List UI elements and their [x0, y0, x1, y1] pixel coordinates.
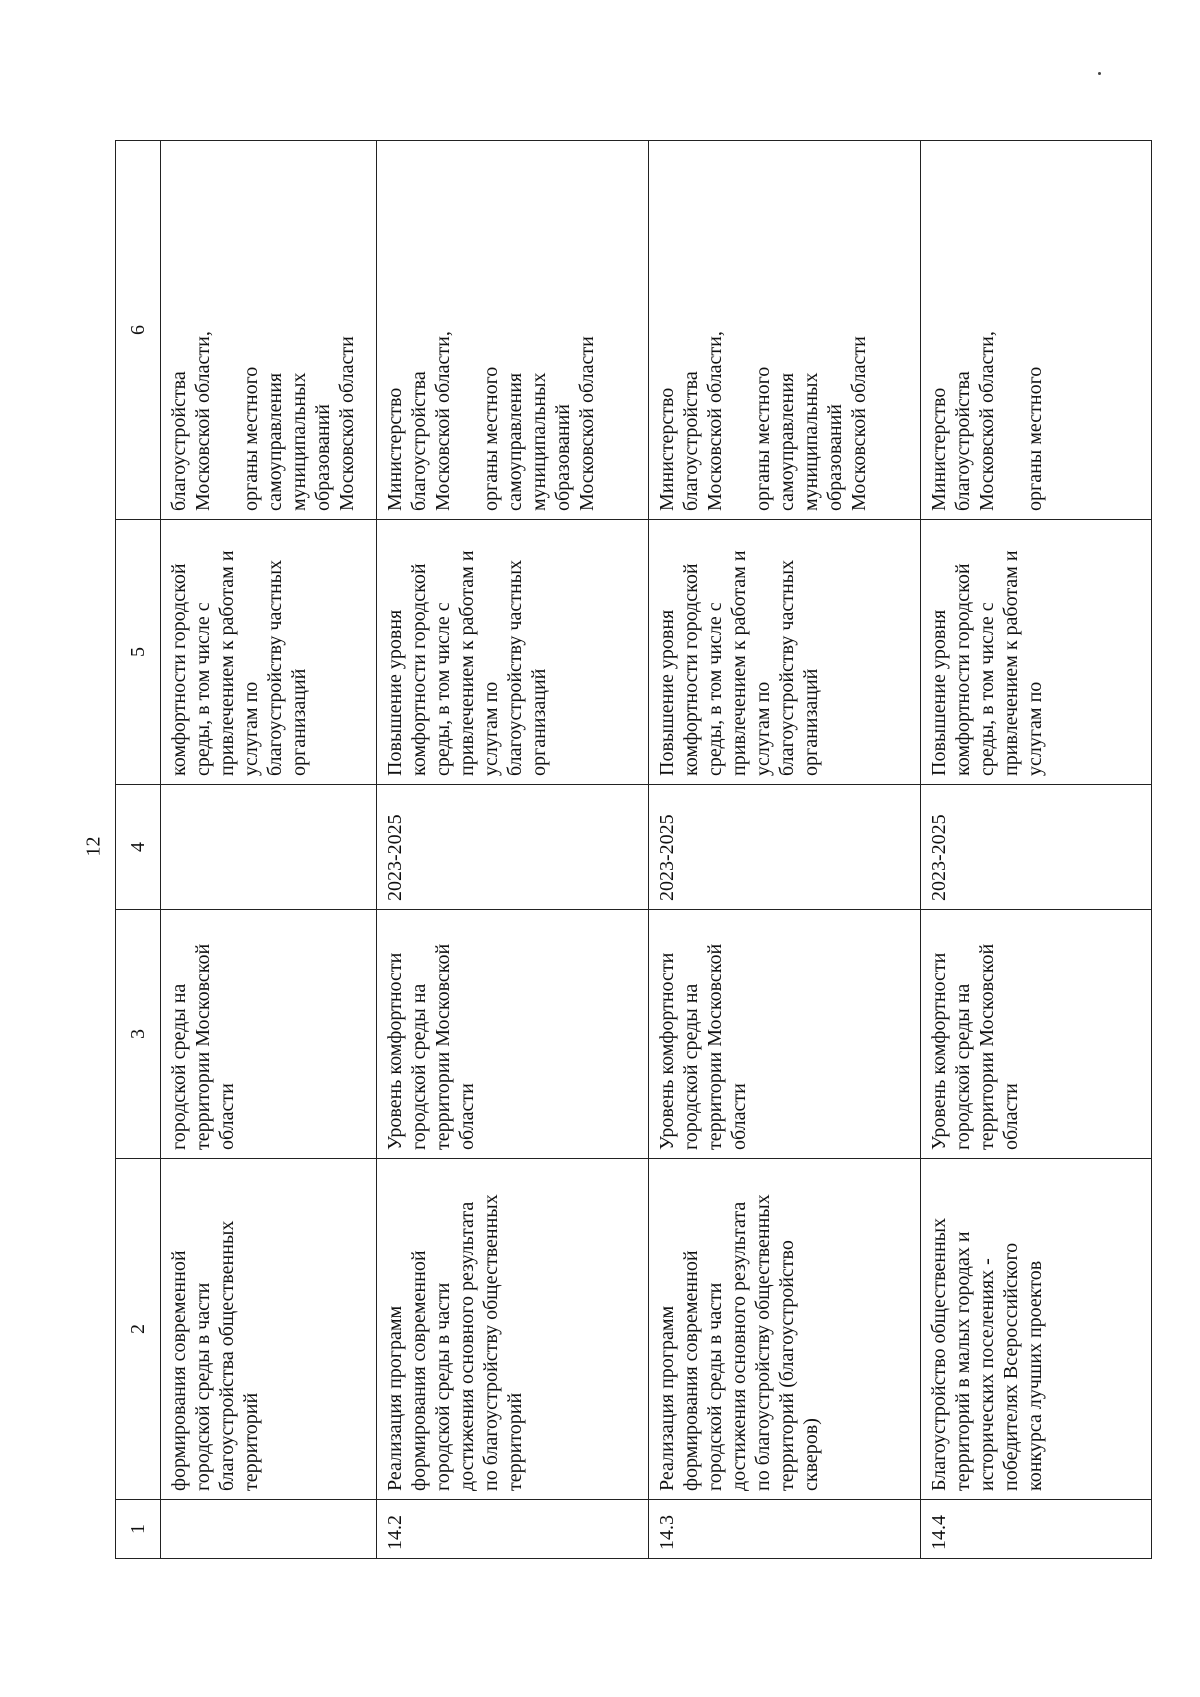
- events-table: [115, 140, 1152, 1559]
- period-cell: 2023-2025: [921, 785, 1152, 910]
- executor-cell: Министерство благоустройства Московской области, органы местного самоуправления муниципальных образований Московской области: [377, 141, 649, 520]
- row-number: 14.2: [377, 1500, 649, 1559]
- column-header-6: 6: [116, 141, 161, 520]
- indicator-cell: Уровень комфортности городской среды на территории Московской области: [921, 910, 1152, 1159]
- period-cell: 2023-2025: [377, 785, 649, 910]
- scan-speck: [1098, 72, 1101, 75]
- result-cell: Повышение уровня комфортности городской среды, в том числе с привлечением к работам и услугам по благоустройству частных организаций: [377, 520, 649, 785]
- event-cell: Реализация программ формирования современной городской среды в части достижения основного результата по благоустройству общественных территорий (благоустройство скверов): [649, 1159, 921, 1500]
- page-number: 12: [82, 836, 105, 857]
- result-cell: комфортности городской среды, в том числе с привлечением к работам и услугам по благоустройству частных организаций: [161, 520, 377, 785]
- indicator-cell: городской среды на территории Московской области: [161, 910, 377, 1159]
- indicator-cell: Уровень комфортности городской среды на территории Московской области: [377, 910, 649, 1159]
- rotated-table-wrapper: [115, 141, 1046, 1559]
- period-cell: [161, 785, 377, 910]
- executor-cell: Министерство благоустройства Московской области, органы местного: [921, 141, 1152, 520]
- table-header-row: [116, 141, 161, 1559]
- result-cell: Повышение уровня комфортности городской среды, в том числе с привлечением к работам и услугам по: [921, 520, 1152, 785]
- column-header-3: 3: [116, 910, 161, 1159]
- executor-cell: Министерство благоустройства Московской области, органы местного самоуправления муниципальных образований Московской области: [649, 141, 921, 520]
- event-cell: формирования современной городской среды в части благоустройства общественных территорий: [161, 1159, 377, 1500]
- table-row: [161, 141, 377, 1559]
- table-row: [921, 141, 1152, 1559]
- table-row: [649, 141, 921, 1559]
- event-cell: Реализация программ формирования современной городской среды в части достижения основного результата по благоустройству общественных территорий: [377, 1159, 649, 1500]
- indicator-cell: Уровень комфортности городской среды на территории Московской области: [649, 910, 921, 1159]
- column-header-4: 4: [116, 785, 161, 910]
- column-header-2: 2: [116, 1159, 161, 1500]
- row-number: 14.4: [921, 1500, 1152, 1559]
- row-number: [161, 1500, 377, 1559]
- column-header-5: 5: [116, 520, 161, 785]
- event-cell: Благоустройство общественных территорий в малых городах и исторических поселениях - победителях Всероссийского конкурса лучших проектов: [921, 1159, 1152, 1500]
- table-row: [377, 141, 649, 1559]
- row-number: 14.3: [649, 1500, 921, 1559]
- executor-cell: благоустройства Московской области, органы местного самоуправления муниципальных образований Московской области: [161, 141, 377, 520]
- result-cell: Повышение уровня комфортности городской среды, в том числе с привлечением к работам и услугам по благоустройству частных организаций: [649, 520, 921, 785]
- period-cell: 2023-2025: [649, 785, 921, 910]
- column-header-1: 1: [116, 1500, 161, 1559]
